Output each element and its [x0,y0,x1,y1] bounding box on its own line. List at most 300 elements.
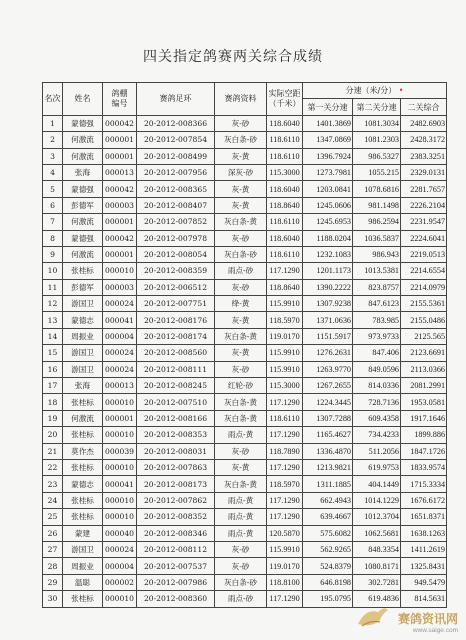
cell-info: 红轮-砂 [215,378,267,394]
cell-ring: 20-2012-007537 [137,558,215,574]
cell-distance: 118.8640 [267,197,303,213]
cell-ring: 20-2012-008353 [137,427,215,443]
cell-speed1: 1273.7981 [303,164,353,180]
cell-distance: 115.9910 [267,296,303,312]
cell-ring: 20-2012-008360 [137,591,215,607]
cell-speed2: 849.0596 [353,361,401,377]
cell-info: 灰-砂 [215,115,267,131]
cell-name: 周振业 [63,558,103,574]
table-row [43,263,447,279]
cell-rank: 7 [43,214,63,230]
cell-combined: 2281.7657 [401,181,447,197]
cell-rank: 29 [43,574,63,590]
cell-combined: 2482.6903 [401,115,447,131]
table-row [43,476,447,492]
cell-ring: 20-2012-008111 [137,361,215,377]
cell-loft-no: 000041 [103,476,137,492]
cell-speed1: 1267.2655 [303,378,353,394]
cell-ring: 20-2012-007862 [137,492,215,508]
cell-info: 灰-砂 [215,443,267,459]
cell-loft-no: 000002 [103,574,137,590]
table-row [43,558,447,574]
cell-speed1: 1307.7288 [303,410,353,426]
cell-ring: 20-2012-007854 [137,132,215,148]
cell-speed2: 847.406 [353,345,401,361]
cell-loft-no: 000004 [103,558,137,574]
cell-ring: 20-2012-007863 [137,459,215,475]
cell-ring: 20-2012-007978 [137,230,215,246]
cell-info: 绛-黄 [215,296,267,312]
cell-rank: 3 [43,148,63,164]
cell-name: 张桂标 [63,394,103,410]
cell-info: 灰白条-黄 [215,410,267,426]
cell-distance: 117.1290 [267,459,303,475]
table-row [43,361,447,377]
cell-speed2: 783.985 [353,312,401,328]
cell-distance: 117.1290 [267,427,303,443]
cell-speed2: 986.943 [353,246,401,262]
cell-info: 灰白条-黄 [215,214,267,230]
cell-distance: 118.6110 [267,246,303,262]
cell-loft-no: 000010 [103,509,137,525]
cell-info: 灰-黄 [215,459,267,475]
cell-speed2: 1036.5837 [353,230,401,246]
cell-loft-no: 000024 [103,541,137,557]
cell-name: 张桂标 [63,591,103,607]
cell-distance: 118.6110 [267,214,303,230]
cell-distance: 118.6110 [267,148,303,164]
table-row [43,410,447,426]
cell-combined: 949.5479 [401,574,447,590]
cell-combined: 1917.1646 [401,410,447,426]
cell-speed1: 639.4667 [303,509,353,525]
cell-ring: 20-2012-008054 [137,246,215,262]
cell-rank: 28 [43,558,63,574]
cell-speed2: 973.9733 [353,328,401,344]
cell-ring: 20-2012-008173 [137,476,215,492]
cell-combined: 1715.3334 [401,476,447,492]
header-rank: 名次 [43,83,63,116]
cell-info: 雨点-黄 [215,492,267,508]
cell-name: 何激流 [63,410,103,426]
cell-loft-no: 000001 [103,132,137,148]
cell-ring: 20-2012-008560 [137,345,215,361]
cell-name: 莫作杰 [63,443,103,459]
page-title: 四关指定鸽赛两关综合成绩 [143,49,323,65]
cell-name: 蒙德强 [63,181,103,197]
table-row [43,574,447,590]
table-row [43,230,447,246]
table-row [43,345,447,361]
cell-speed1: 1307.9238 [303,296,353,312]
cell-info: 灰白条-黄 [215,328,267,344]
cell-speed1: 1203.0841 [303,181,353,197]
cell-combined: 2383.3251 [401,148,447,164]
table-row [43,164,447,180]
cell-name: 游国卫 [63,361,103,377]
cell-name: 何激流 [63,214,103,230]
cell-distance: 118.5970 [267,476,303,492]
cell-rank: 11 [43,279,63,295]
pigeon-logo-icon [356,604,390,634]
cell-ring: 20-2012-007751 [137,296,215,312]
table-row [43,459,447,475]
cell-loft-no: 000042 [103,230,137,246]
cell-ring: 20-2012-007986 [137,574,215,590]
cell-rank: 27 [43,541,63,557]
cell-name: 蒙德强 [63,230,103,246]
cell-loft-no: 000010 [103,263,137,279]
cell-loft-no: 000010 [103,394,137,410]
cell-rank: 21 [43,443,63,459]
cell-name: 何激流 [63,148,103,164]
cell-rank: 2 [43,132,63,148]
cell-distance: 117.1290 [267,394,303,410]
cell-rank: 13 [43,312,63,328]
cell-name: 蒙德强 [63,115,103,131]
cell-info: 雨点-黄 [215,427,267,443]
cell-distance: 118.8640 [267,279,303,295]
header-speed1: 第一关分速 [303,99,353,115]
cell-speed1: 1276.2631 [303,345,353,361]
cell-combined: 814.5631 [401,591,447,607]
cell-distance: 118.6040 [267,181,303,197]
cell-ring: 20-2012-008245 [137,378,215,394]
table-row [43,132,447,148]
cell-speed1: 1213.9821 [303,459,353,475]
cell-ring: 20-2012-008352 [137,509,215,525]
cell-rank: 24 [43,492,63,508]
cell-name: 彭德军 [63,197,103,213]
cell-speed2: 1012.3704 [353,509,401,525]
cell-loft-no: 000024 [103,361,137,377]
cell-loft-no: 000001 [103,246,137,262]
cell-name: 张海 [63,378,103,394]
cell-ring: 20-2012-008112 [137,541,215,557]
cell-speed2: 609.4358 [353,410,401,426]
cell-speed2: 986.5327 [353,148,401,164]
cell-speed2: 728.7136 [353,394,401,410]
cell-name: 张桂标 [63,492,103,508]
red-dot-icon: • [398,86,404,96]
cell-rank: 1 [43,115,63,131]
cell-name: 游国卫 [63,541,103,557]
cell-combined: 2428.3172 [401,132,447,148]
cell-ring: 20-2012-007510 [137,394,215,410]
cell-speed1: 1245.0606 [303,197,353,213]
cell-speed1: 662.4943 [303,492,353,508]
header-loft-no: 鸽棚 编号 [103,83,137,116]
header-ring: 赛鸽足环 [137,83,215,116]
cell-speed2: 404.1449 [353,476,401,492]
cell-distance: 115.9910 [267,361,303,377]
cell-rank: 8 [43,230,63,246]
cell-rank: 6 [43,197,63,213]
cell-loft-no: 000004 [103,328,137,344]
cell-loft-no: 000001 [103,410,137,426]
cell-combined: 2125.565 [401,328,447,344]
header-speed-group-label: 分速（米/分） [345,86,397,96]
cell-combined: 1847.1726 [401,443,447,459]
header-distance: 实际空距 （千米） [267,83,303,116]
cell-speed1: 562.9265 [303,541,353,557]
cell-combined: 2123.6691 [401,345,447,361]
cell-info: 灰白条-黄 [215,476,267,492]
cell-info: 灰-砂 [215,558,267,574]
cell-ring: 20-2012-008174 [137,328,215,344]
cell-speed1: 1201.1173 [303,263,353,279]
table-row [43,541,447,557]
cell-combined: 2224.6041 [401,230,447,246]
cell-speed2: 1080.8171 [353,558,401,574]
cell-info: 灰-黄 [215,345,267,361]
cell-name: 张桂标 [63,509,103,525]
cell-combined: 1899.886 [401,427,447,443]
cell-name: 蒙德志 [63,312,103,328]
cell-info: 灰白条-砂 [215,132,267,148]
cell-loft-no: 000010 [103,459,137,475]
cell-loft-no: 000042 [103,115,137,131]
header-info: 赛鸽资料 [215,83,267,116]
table-row [43,394,447,410]
cell-combined: 2214.0979 [401,279,447,295]
cell-ring: 20-2012-008499 [137,148,215,164]
cell-combined: 2226.2104 [401,197,447,213]
cell-combined: 1651.8371 [401,509,447,525]
cell-speed1: 1224.3445 [303,394,353,410]
table-row [43,427,447,443]
cell-distance: 115.3000 [267,164,303,180]
cell-loft-no: 000010 [103,492,137,508]
table-row [43,197,447,213]
table-row [43,378,447,394]
cell-info: 灰-砂 [215,230,267,246]
cell-distance: 118.7890 [267,443,303,459]
cell-rank: 26 [43,525,63,541]
cell-rank: 12 [43,296,63,312]
cell-distance: 118.6110 [267,410,303,426]
cell-ring: 20-2012-008365 [137,181,215,197]
cell-combined: 2113.0366 [401,361,447,377]
cell-loft-no: 000024 [103,296,137,312]
cell-loft-no: 000001 [103,148,137,164]
cell-speed2: 1081.2303 [353,132,401,148]
cell-combined: 2219.0513 [401,246,447,262]
cell-distance: 118.6040 [267,230,303,246]
cell-name: 游国卫 [63,296,103,312]
cell-info: 灰-黄 [215,197,267,213]
cell-rank: 20 [43,427,63,443]
cell-combined: 1676.6172 [401,492,447,508]
cell-distance: 119.0170 [267,328,303,344]
cell-rank: 23 [43,476,63,492]
cell-speed2: 511.2056 [353,443,401,459]
cell-ring: 20-2012-008166 [137,410,215,426]
cell-speed2: 734.4233 [353,427,401,443]
cell-rank: 15 [43,345,63,361]
cell-ring: 20-2012-006512 [137,279,215,295]
cell-ring: 20-2012-007956 [137,164,215,180]
cell-distance: 117.1290 [267,263,303,279]
cell-combined: 2329.0131 [401,164,447,180]
cell-speed2: 619.9753 [353,459,401,475]
cell-rank: 17 [43,378,63,394]
cell-rank: 9 [43,246,63,262]
cell-rank: 19 [43,410,63,426]
cell-distance: 115.9910 [267,541,303,557]
cell-distance: 117.1290 [267,509,303,525]
cell-name: 周振业 [63,328,103,344]
cell-loft-no: 000010 [103,427,137,443]
cell-speed2: 847.6123 [353,296,401,312]
cell-combined: 2214.6554 [401,263,447,279]
cell-speed2: 1013.5381 [353,263,401,279]
cell-ring: 20-2012-008031 [137,443,215,459]
table-row [43,492,447,508]
cell-ring: 20-2012-008176 [137,312,215,328]
watermark-url: www.saige.com [412,627,458,634]
cell-rank: 14 [43,328,63,344]
header-speed2: 第二关分速 [353,99,401,115]
cell-distance: 118.5970 [267,312,303,328]
cell-speed1: 1232.1083 [303,246,353,262]
cell-speed1: 1347.0869 [303,132,353,148]
cell-name: 何激流 [63,132,103,148]
cell-rank: 22 [43,459,63,475]
cell-info: 灰-砂 [215,361,267,377]
cell-name: 张桂标 [63,459,103,475]
cell-name: 彭德军 [63,279,103,295]
cell-rank: 10 [43,263,63,279]
cell-rank: 16 [43,361,63,377]
cell-rank: 18 [43,394,63,410]
table-header-row [43,83,447,99]
table-row [43,525,447,541]
cell-speed2: 619.4836 [353,591,401,607]
cell-distance: 118.6040 [267,115,303,131]
cell-combined: 2155.0486 [401,312,447,328]
cell-loft-no: 000041 [103,312,137,328]
cell-info: 灰白条-黄 [215,394,267,410]
cell-name: 张桂标 [63,427,103,443]
cell-name: 蒙德志 [63,476,103,492]
table-row [43,181,447,197]
results-table [42,82,447,608]
cell-info: 雨点-砂 [215,263,267,279]
cell-info: 灰-砂 [215,279,267,295]
cell-loft-no: 000039 [103,443,137,459]
table-row [43,246,447,262]
cell-speed2: 814.0336 [353,378,401,394]
cell-rank: 5 [43,181,63,197]
cell-combined: 1638.1263 [401,525,447,541]
table-row [43,328,447,344]
cell-name: 张海 [63,164,103,180]
watermark-name: 赛鸽资讯网 [397,612,458,626]
cell-info: 灰-砂 [215,541,267,557]
cell-combined: 1833.9574 [401,459,447,475]
cell-loft-no: 000042 [103,181,137,197]
cell-loft-no: 000040 [103,525,137,541]
cell-ring: 20-2012-007852 [137,214,215,230]
cell-name: 何激流 [63,246,103,262]
cell-distance: 120.5870 [267,525,303,541]
cell-speed1: 1336.4870 [303,443,353,459]
cell-speed1: 195.0795 [303,591,353,607]
cell-loft-no: 000010 [103,591,137,607]
cell-speed1: 1245.6953 [303,214,353,230]
cell-speed1: 1371.0636 [303,312,353,328]
cell-ring: 20-2012-008346 [137,525,215,541]
cell-info: 灰-黄 [215,181,267,197]
cell-info: 深灰-砂 [215,164,267,180]
cell-speed2: 1078.6816 [353,181,401,197]
table-row [43,296,447,312]
cell-combined: 2081.2991 [401,378,447,394]
cell-speed2: 986.2594 [353,214,401,230]
cell-speed2: 981.1498 [353,197,401,213]
cell-rank: 4 [43,164,63,180]
cell-info: 灰-黄 [215,148,267,164]
cell-loft-no: 000013 [103,378,137,394]
cell-name: 蒙建 [63,525,103,541]
cell-combined: 2231.9547 [401,214,447,230]
cell-loft-no: 000013 [103,164,137,180]
cell-distance: 115.9910 [267,345,303,361]
cell-info: 雨点-黄 [215,525,267,541]
header-speed-group [303,83,447,99]
cell-combined: 1953.0581 [401,394,447,410]
cell-loft-no: 000003 [103,279,137,295]
cell-distance: 118.6110 [267,132,303,148]
cell-combined: 2155.5361 [401,296,447,312]
cell-info: 灰白条-砂 [215,246,267,262]
cell-speed1: 1401.3869 [303,115,353,131]
header-name: 姓名 [63,83,103,116]
table-row [43,279,447,295]
table-row [43,509,447,525]
cell-speed2: 1014.1229 [353,492,401,508]
cell-loft-no: 000024 [103,345,137,361]
cell-speed1: 646.8198 [303,574,353,590]
cell-speed1: 1311.1885 [303,476,353,492]
cell-speed1: 1390.2222 [303,279,353,295]
cell-name: 温聪 [63,574,103,590]
table-row [43,443,447,459]
table-row [43,214,447,230]
cell-distance: 117.1290 [267,591,303,607]
cell-loft-no: 000001 [103,214,137,230]
header-combined: 二关综合 [401,99,447,115]
cell-ring: 20-2012-008359 [137,263,215,279]
cell-combined: 1325.8431 [401,558,447,574]
cell-speed1: 1151.5917 [303,328,353,344]
cell-loft-no: 000003 [103,197,137,213]
watermark [398,610,458,634]
cell-speed2: 1081.3034 [353,115,401,131]
cell-rank: 25 [43,509,63,525]
cell-speed2: 302.7281 [353,574,401,590]
cell-info: 雨点-黄 [215,509,267,525]
cell-speed1: 1396.7924 [303,148,353,164]
cell-info: 灰白条-砂 [215,574,267,590]
cell-speed2: 1055.215 [353,164,401,180]
cell-speed1: 1263.9770 [303,361,353,377]
table-row [43,115,447,131]
cell-name: 游国卫 [63,345,103,361]
cell-combined: 1411.2619 [401,541,447,557]
cell-speed2: 848.3354 [353,541,401,557]
